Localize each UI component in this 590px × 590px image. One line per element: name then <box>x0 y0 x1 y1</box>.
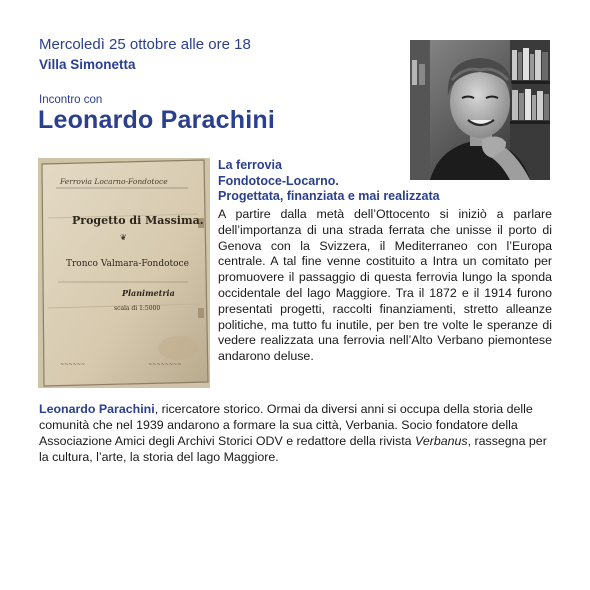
talk-title-line-2: Fondotoce-Locarno. <box>218 173 339 188</box>
talk-title <box>218 158 558 205</box>
doc-scale: scala di 1:5000 <box>114 305 161 312</box>
doc-title: Progetto di Massima. <box>72 214 204 227</box>
speaker-name: Leonardo Parachini <box>38 106 275 134</box>
talk-title-line-1: La ferrovia <box>218 158 282 172</box>
talk-abstract: A partire dalla metà dell’Ottocento si iniziò a parlare dell’importanza di una strada ferrata che unisse il porto di Genova con la Svizzera, il Mediterraneo con l’Europa centrale. A tal fine venne costituito a Intra un comitato per promuovere il passaggio di questa ferrovia lungo la sponda occidentale del lago Maggiore. Tra il 1872 e il 1914 furono presentati progetti, raccolti finanziamenti, stretto alleanze politiche, ma tutto fu inutile, per ben tre volte le speranze di vedere realizzata una ferrovia nell’Alto Verbano piemontese andarono deluse. <box>218 207 552 364</box>
doc-subtitle: Tronco Valmara-Fondotoce <box>66 259 189 269</box>
speaker-bio <box>39 401 553 465</box>
svg-text:~~~~~~: ~~~~~~ <box>60 362 86 368</box>
bio-name: Leonardo Parachini <box>39 402 155 416</box>
bio-text-1: , ricercatore storico. Ormai da diversi anni si occupa della storia delle comunità che nel 1939 andarono a formare la sua città, Verbania. Socio fondatore della Associazione Amici degli Archivi Storici ODV e redattore della rivista <box>39 402 533 448</box>
talk-title-line-3: Progettata, finanziata e mai realizzata <box>218 189 440 203</box>
svg-text:~~~~~~~~: ~~~~~~~~ <box>148 362 182 368</box>
event-date: Mercoledì 25 ottobre alle ore 18 <box>39 36 251 53</box>
doc-tag: Planimetria <box>122 288 175 298</box>
event-venue: Villa Simonetta <box>39 57 136 72</box>
bio-text-2: , rassegna per la cultura, l’arte, la storia del lago Maggiore. <box>39 434 547 464</box>
intro-label: Incontro con <box>39 94 103 106</box>
bio-magazine: Verbanus <box>415 434 468 448</box>
project-document-photo <box>38 158 210 388</box>
doc-header: Ferrovia Locarno-Fondotoce <box>60 177 168 186</box>
doc-ornament: ❦ <box>120 233 127 242</box>
